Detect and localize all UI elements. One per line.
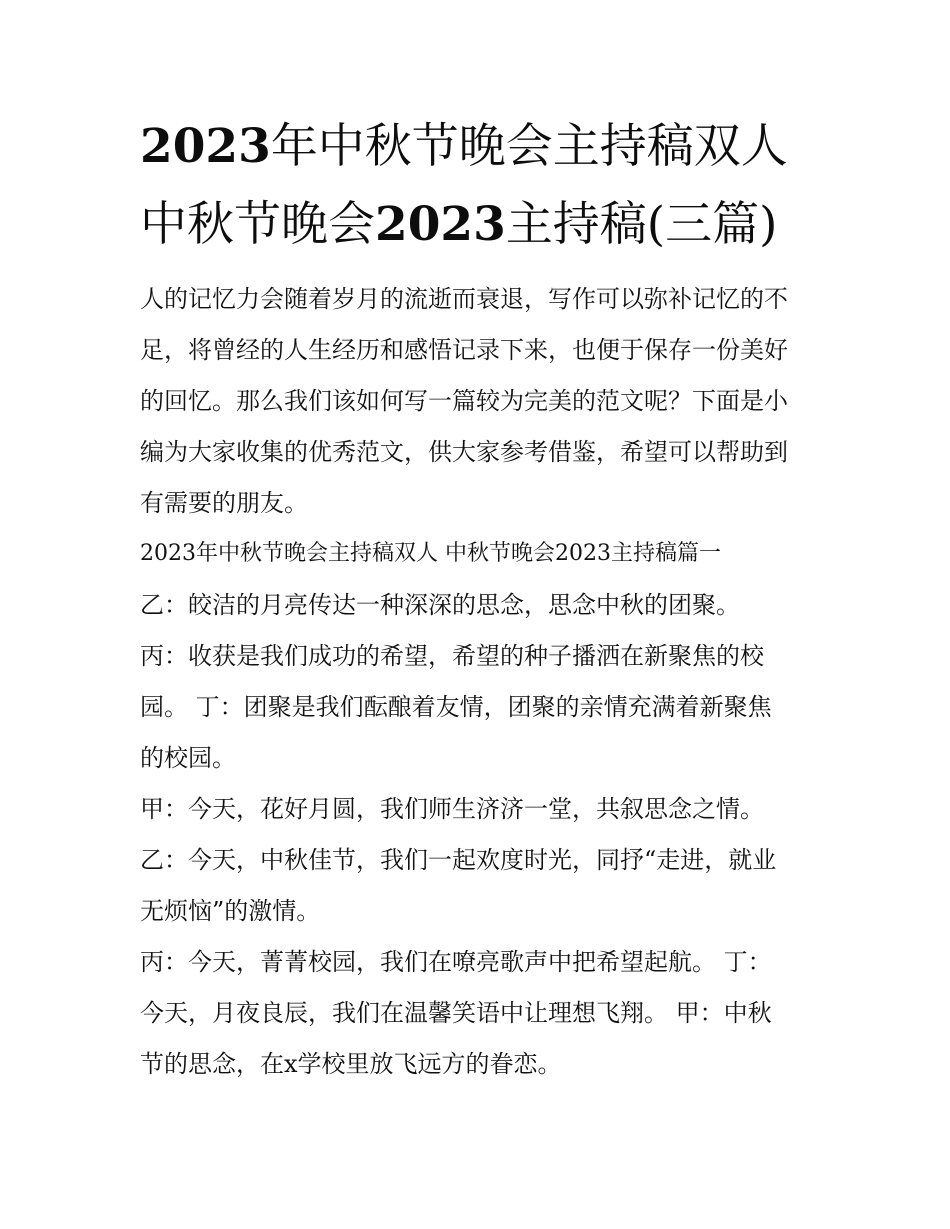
- body-line: 足，将曾经的人生经历和感悟记录下来，也便于保存一份美好: [140, 336, 788, 364]
- body-line: 有需要的朋友。: [140, 489, 308, 517]
- body-line: 园。 丁：团聚是我们酝酿着友情，团聚的亲情充满着新聚焦: [140, 693, 772, 721]
- body-line: 甲：今天，花好月圆，我们师生济济一堂，共叙思念之情。: [140, 795, 764, 823]
- body-line: 丙：今天，菁菁校园，我们在嘹亮歌声中把希望起航。 丁：: [140, 948, 772, 976]
- body-line: 的回忆。那么我们该如何写一篇较为完美的范文呢？下面是小: [140, 387, 788, 415]
- body-line: 节的思念，在x学校里放飞远方的眷恋。: [140, 1050, 562, 1078]
- body-line: 乙：今天，中秋佳节，我们一起欢度时光，同抒“走进，就业: [140, 846, 777, 874]
- body-line: 编为大家收集的优秀范文，供大家参考借鉴，希望可以帮助到: [140, 438, 788, 466]
- document-title-line-2: 中秋节晚会2023主持稿(三篇): [140, 197, 778, 252]
- body-line: 的校园。: [140, 744, 236, 772]
- section-heading: 2023年中秋节晚会主持稿双人 中秋节晚会2023主持稿篇一: [140, 541, 721, 566]
- body-line: 人的记忆力会随着岁月的流逝而衰退，写作可以弥补记忆的不: [140, 285, 788, 313]
- body-line: 乙：皎洁的月亮传达一种深深的思念，思念中秋的团聚。: [140, 591, 740, 619]
- body-line: 丙：收获是我们成功的希望，希望的种子播洒在新聚焦的校: [140, 642, 764, 670]
- document-title-line-1: 2023年中秋节晚会主持稿双人: [140, 119, 788, 174]
- body-line: 今天，月夜良辰，我们在温馨笑语中让理想飞翔。 甲：中秋: [140, 999, 772, 1027]
- body-line: 无烦恼”的激情。: [140, 897, 321, 925]
